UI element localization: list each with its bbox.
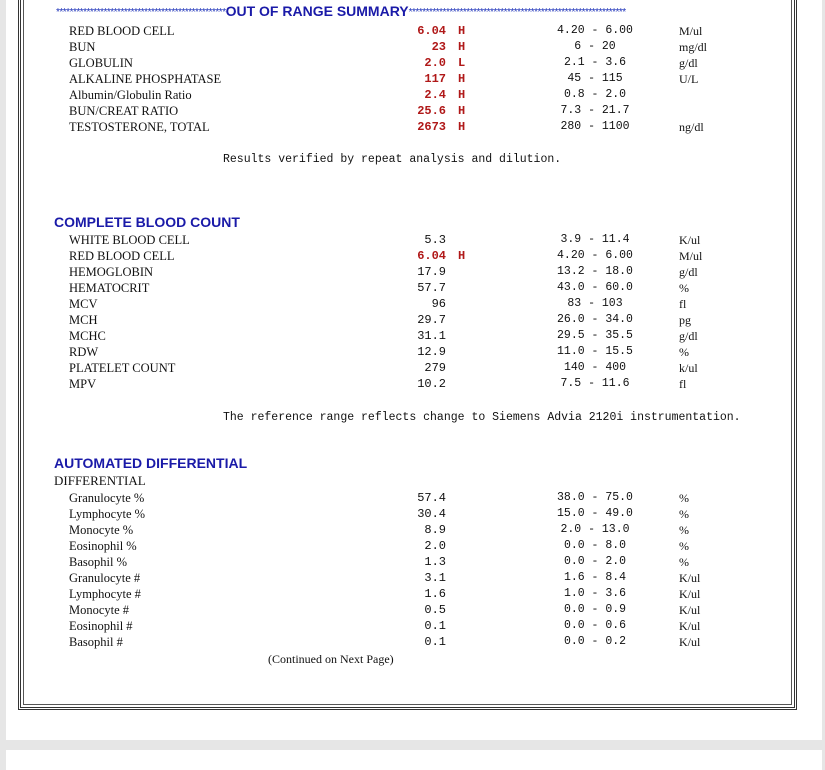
table-row bbox=[0, 571, 816, 587]
test-name: Albumin/Globulin Ratio bbox=[69, 88, 192, 102]
result-unit: % bbox=[679, 507, 689, 521]
result-unit: K/ul bbox=[679, 233, 701, 247]
test-name: MPV bbox=[69, 377, 97, 391]
test-name: RDW bbox=[69, 345, 99, 359]
reference-range: 26.0 - 34.0 bbox=[557, 313, 633, 326]
reference-range: 0.0 - 0.2 bbox=[563, 635, 627, 648]
verification-note: Results verified by repeat analysis and dilution. bbox=[223, 153, 562, 166]
reference-range: 0.0 - 8.0 bbox=[563, 539, 627, 552]
result-unit: K/ul bbox=[679, 587, 701, 601]
result-unit: mg/dl bbox=[679, 40, 708, 54]
reference-range: 1.0 - 3.6 bbox=[563, 587, 627, 600]
result-value: 6.04 bbox=[417, 24, 446, 38]
result-unit: fl bbox=[679, 377, 687, 391]
table-row bbox=[0, 329, 816, 345]
table-row bbox=[0, 313, 816, 329]
out-of-range-title: OUT OF RANGE SUMMARY bbox=[225, 3, 409, 19]
table-row bbox=[0, 539, 816, 555]
result-unit: K/ul bbox=[679, 603, 701, 617]
result-value: 57.7 bbox=[417, 281, 446, 295]
result-value: 57.4 bbox=[417, 491, 446, 505]
reference-range: 4.20 - 6.00 bbox=[557, 249, 633, 262]
table-row bbox=[0, 88, 816, 104]
test-name: Eosinophil # bbox=[69, 619, 133, 633]
result-unit: M/ul bbox=[679, 249, 703, 263]
result-flag: H bbox=[458, 72, 466, 86]
diff-subhead: DIFFERENTIAL bbox=[54, 473, 146, 488]
test-name: HEMATOCRIT bbox=[69, 281, 150, 295]
reference-range: 140 - 400 bbox=[563, 361, 627, 374]
reference-range: 11.0 - 15.5 bbox=[557, 345, 633, 358]
test-name: ALKALINE PHOSPHATASE bbox=[69, 72, 222, 86]
result-value: 0.5 bbox=[424, 603, 446, 617]
table-row bbox=[0, 104, 816, 120]
reference-range: 0.0 - 0.6 bbox=[563, 619, 627, 632]
result-value: 10.2 bbox=[417, 377, 446, 391]
reference-range: 38.0 - 75.0 bbox=[557, 491, 633, 504]
result-unit: % bbox=[679, 281, 689, 295]
result-flag: H bbox=[458, 40, 466, 54]
table-row bbox=[0, 40, 816, 56]
result-value: 12.9 bbox=[417, 345, 446, 359]
test-name: WHITE BLOOD CELL bbox=[69, 233, 190, 247]
result-value: 2.4 bbox=[424, 88, 446, 102]
table-row bbox=[0, 72, 816, 88]
reference-range: 0.8 - 2.0 bbox=[563, 88, 627, 101]
result-unit: U/L bbox=[679, 72, 699, 86]
reference-range: 2.0 - 13.0 bbox=[560, 523, 630, 536]
result-value: 25.6 bbox=[417, 104, 446, 118]
reference-range: 83 - 103 bbox=[567, 297, 623, 310]
continued-note: (Continued on Next Page) bbox=[268, 652, 394, 666]
test-name: Eosinophil % bbox=[69, 539, 137, 553]
result-value: 2.0 bbox=[424, 539, 446, 553]
test-name: Monocyte % bbox=[69, 523, 134, 537]
result-unit: K/ul bbox=[679, 571, 701, 585]
result-unit: g/dl bbox=[679, 56, 698, 70]
table-row bbox=[0, 507, 816, 523]
test-name: MCH bbox=[69, 313, 98, 327]
table-row bbox=[0, 377, 816, 393]
result-unit: k/ul bbox=[679, 361, 698, 375]
table-row bbox=[0, 491, 816, 507]
table-row bbox=[0, 361, 816, 377]
next-page-edge bbox=[6, 750, 822, 770]
table-row bbox=[0, 603, 816, 619]
result-unit: % bbox=[679, 523, 689, 537]
result-value: 8.9 bbox=[424, 523, 446, 537]
result-flag: H bbox=[458, 88, 466, 102]
result-unit: g/dl bbox=[679, 329, 698, 343]
reference-range: 3.9 - 11.4 bbox=[560, 233, 630, 246]
result-unit: % bbox=[679, 491, 689, 505]
result-unit: M/ul bbox=[679, 24, 703, 38]
test-name: BUN/CREAT RATIO bbox=[69, 104, 179, 118]
result-value: 17.9 bbox=[417, 265, 446, 279]
table-row bbox=[0, 555, 816, 571]
result-flag: H bbox=[458, 24, 466, 38]
reference-range: 4.20 - 6.00 bbox=[557, 24, 633, 37]
reference-range: 29.5 - 35.5 bbox=[557, 329, 633, 342]
result-unit: % bbox=[679, 345, 689, 359]
result-flag: H bbox=[458, 104, 466, 118]
result-value: 279 bbox=[424, 361, 446, 375]
reference-range: 280 - 1100 bbox=[560, 120, 630, 133]
result-unit: K/ul bbox=[679, 619, 701, 633]
reference-range: 45 - 115 bbox=[567, 72, 623, 85]
result-flag: H bbox=[458, 120, 466, 134]
result-value: 0.1 bbox=[424, 619, 446, 633]
table-row bbox=[0, 120, 816, 136]
result-value: 29.7 bbox=[417, 313, 446, 327]
banner-stars-right: **************************************************************** bbox=[408, 7, 626, 18]
result-value: 5.3 bbox=[424, 233, 446, 247]
result-unit: ng/dl bbox=[679, 120, 704, 134]
result-unit: g/dl bbox=[679, 265, 698, 279]
test-name: MCHC bbox=[69, 329, 106, 343]
table-row bbox=[0, 249, 816, 265]
table-row bbox=[0, 281, 816, 297]
test-name: PLATELET COUNT bbox=[69, 361, 176, 375]
result-unit: fl bbox=[679, 297, 687, 311]
reference-range: 0.0 - 0.9 bbox=[563, 603, 627, 616]
result-unit: pg bbox=[679, 313, 691, 327]
reference-range: 7.3 - 21.7 bbox=[560, 104, 630, 117]
table-row bbox=[0, 587, 816, 603]
test-name: Monocyte # bbox=[69, 603, 130, 617]
reference-range: 2.1 - 3.6 bbox=[563, 56, 627, 69]
test-name: BUN bbox=[69, 40, 96, 54]
test-name: Granulocyte # bbox=[69, 571, 141, 585]
test-name: Basophil % bbox=[69, 555, 127, 569]
result-value: 1.3 bbox=[424, 555, 446, 569]
table-row bbox=[0, 24, 816, 40]
result-value: 30.4 bbox=[417, 507, 446, 521]
result-value: 0.1 bbox=[424, 635, 446, 649]
table-row bbox=[0, 619, 816, 635]
test-name: HEMOGLOBIN bbox=[69, 265, 154, 279]
table-row bbox=[0, 523, 816, 539]
test-name: Lymphocyte # bbox=[69, 587, 141, 601]
result-value: 2673 bbox=[417, 120, 446, 134]
table-row bbox=[0, 233, 816, 249]
result-unit: K/ul bbox=[679, 635, 701, 649]
result-flag: L bbox=[458, 56, 466, 70]
reference-range: 6 - 20 bbox=[574, 40, 616, 53]
result-value: 23 bbox=[431, 40, 446, 54]
result-unit: % bbox=[679, 555, 689, 569]
result-value: 6.04 bbox=[417, 249, 446, 263]
result-flag: H bbox=[458, 249, 466, 263]
test-name: Granulocyte % bbox=[69, 491, 145, 505]
table-row bbox=[0, 297, 816, 313]
result-value: 1.6 bbox=[424, 587, 446, 601]
out-of-range-banner bbox=[56, 3, 716, 21]
result-unit: % bbox=[679, 539, 689, 553]
reference-range: 15.0 - 49.0 bbox=[557, 507, 633, 520]
test-name: Basophil # bbox=[69, 635, 123, 649]
banner-stars-left: ************************************************** bbox=[56, 7, 226, 18]
test-name: RED BLOOD CELL bbox=[69, 24, 175, 38]
table-row bbox=[0, 635, 816, 651]
result-value: 117 bbox=[424, 72, 446, 86]
reference-range: 13.2 - 18.0 bbox=[557, 265, 633, 278]
result-value: 31.1 bbox=[417, 329, 446, 343]
reference-range: 43.0 - 60.0 bbox=[557, 281, 633, 294]
result-value: 3.1 bbox=[424, 571, 446, 585]
test-name: MCV bbox=[69, 297, 98, 311]
test-name: TESTOSTERONE, TOTAL bbox=[69, 120, 210, 134]
diff-section-title: AUTOMATED DIFFERENTIAL bbox=[54, 455, 248, 471]
table-row bbox=[0, 56, 816, 72]
table-row bbox=[0, 265, 816, 281]
test-name: RED BLOOD CELL bbox=[69, 249, 175, 263]
reference-range: 0.0 - 2.0 bbox=[563, 555, 627, 568]
table-row bbox=[0, 345, 816, 361]
test-name: Lymphocyte % bbox=[69, 507, 146, 521]
result-value: 96 bbox=[431, 297, 446, 311]
cbc-section-title: COMPLETE BLOOD COUNT bbox=[54, 214, 240, 230]
result-value: 2.0 bbox=[424, 56, 446, 70]
test-name: GLOBULIN bbox=[69, 56, 133, 70]
reference-range-note: The reference range reflects change to Siemens Advia 2120i instrumentation. bbox=[223, 411, 741, 424]
reference-range: 1.6 - 8.4 bbox=[563, 571, 627, 584]
reference-range: 7.5 - 11.6 bbox=[560, 377, 630, 390]
